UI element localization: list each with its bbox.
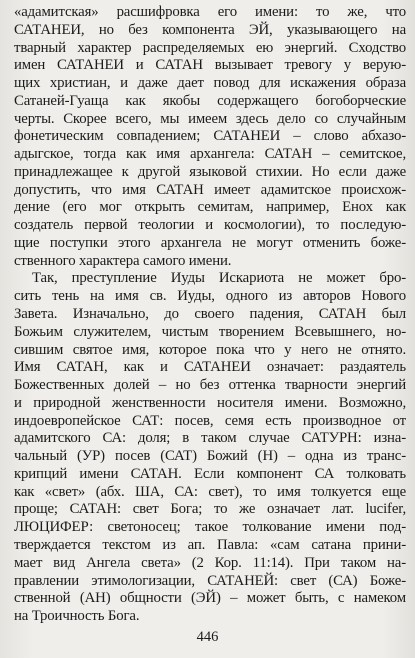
text-line: дение (его мог открыть семитам, например, Енох как [14,199,406,216]
text-line: «адамитская» расшифровка его имени: то же, что [14,4,406,20]
text-line: правлении этимологизации, САТАНЕЙ: свет (СА) Боже- [14,572,406,589]
text-line: тверждается текстом из ап. Павла: «сам сатана прини- [14,536,406,553]
text-line: индоевропейское САТ: посев, семя есть производное от [14,412,406,429]
text-line: сить тень на имя св. Иуды, одного из авторов Нового [14,288,406,305]
paragraph [14,4,406,270]
text-line: имен САТАНЕИ и САТАН вызывает тревогу у верую- [14,57,406,74]
text-line: щие поступки этого архангела не могут отменить боже- [14,234,406,251]
page-number: 446 [196,629,219,645]
text-line: принадлежащее к другой языковой стихии. Но если даже [14,163,406,180]
text-line: щих христиан, и даже дает повод для искажения образа [14,75,406,92]
text-line: Божьим служителем, чистым творением Всевышнего, но- [14,323,406,340]
text-line: проще; САТАН: свет Бога; то же означает лат. lucifer, [14,501,406,518]
text-line: и природной женственности носителя имени. Возможно, [14,394,406,411]
text-line: САТАНЕИ, но без компонента ЭЙ, указывающего на [14,21,406,38]
text-line: ственного характера самого имени. [14,252,232,269]
text-line: черты. Скорее всего, мы имеем здесь дело со случайным [14,110,406,127]
text-line: адыгское, тогда как имя архангела: САТАН – семитское, [14,146,406,163]
text-line: как «свет» (абх. ША, СА: свет), то имя толкуется еще [14,483,406,500]
text-line: ЛЮЦИФЕР: светоносец; такое толкование имени под- [14,519,406,536]
text-line: адамитского СА: доля; в таком случае САТУРН: изна- [14,430,406,447]
text-line: ственной (АН) общности (ЭЙ) – может быть, с намеком [14,590,406,607]
text-line: сившим святое имя, которое пока что у него не отнято. [14,341,406,358]
text-line: чальный (УР) посев (САТ) Божий (Н) – одна из транс- [14,448,406,465]
text-line: Божественных долей – но без оттенка тварности энергий [14,377,406,394]
text-line: допустить, что имя САТАН имеет адамитское происхож- [14,181,406,198]
text-line: на Троичность Бога. [14,608,140,625]
text-line: Сатаней-Гуаща как якобы содержащего богоборческие [14,92,406,109]
text-line: мает вид Ангела света» (2 Кор. 11:14). При таком на- [14,554,406,571]
text-line: фонетическим совпадением; САТАНЕИ – слово абхазо- [14,128,406,145]
text-line: Завета. Изначально, до своего падения, САТАН был [14,306,406,323]
body-text [14,4,406,626]
text-line: Имя САТАН, как и САТАНЕИ означает: раздаятель [14,359,406,376]
text-line: Так, преступление Иуды Искариота не может бро- [32,270,406,287]
text-line: крипций имени САТАН. Если компонент СА толковать [14,465,406,482]
text-line: тварный характер распределяемых ею энергий. Сходство [14,39,406,56]
text-line: создатель первой теологии и космологии), то последую- [14,217,406,234]
paragraph [14,270,406,625]
